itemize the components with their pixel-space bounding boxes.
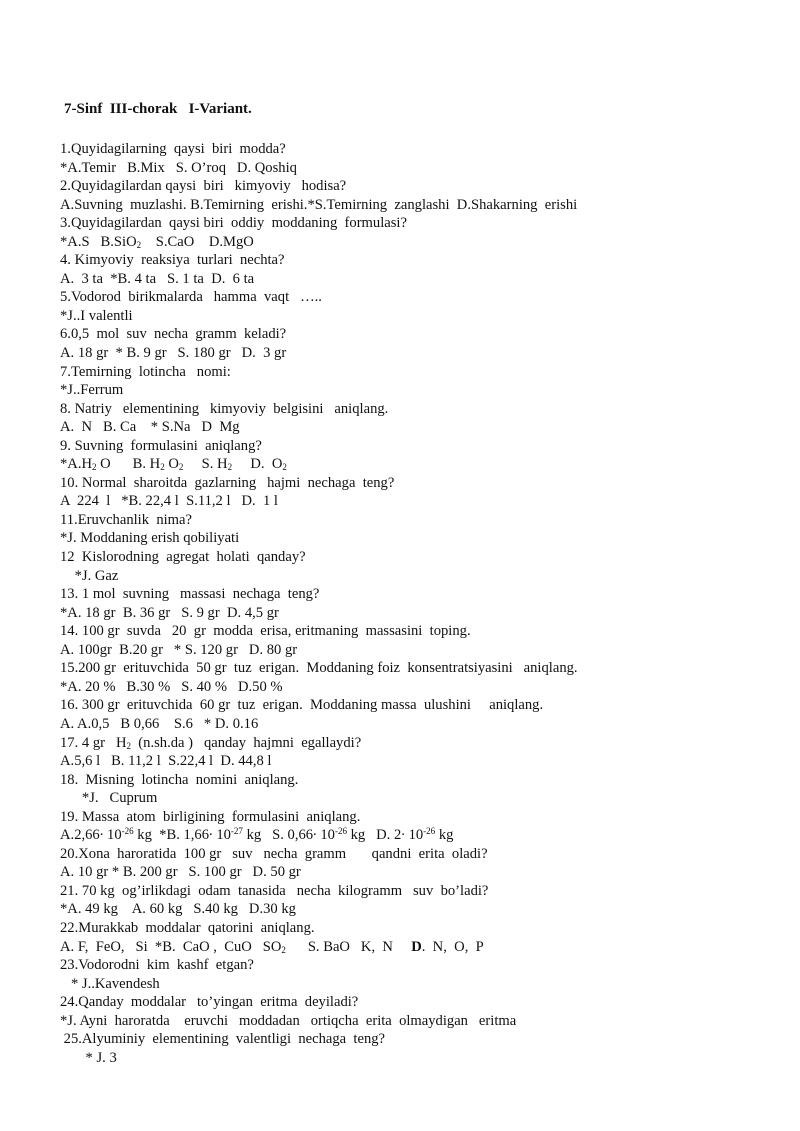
subscript: 2 <box>126 740 131 751</box>
text-line <box>60 270 780 289</box>
text-segment: 25.Alyuminiy elementining valentligi nechaga teng? <box>60 1031 386 1048</box>
text-line <box>60 604 780 623</box>
text-line <box>60 325 780 344</box>
text-segment: *A. 49 kg A. 60 kg S.40 kg D.30 kg <box>60 901 296 918</box>
text-line <box>60 177 780 196</box>
text-line <box>60 956 780 975</box>
text-segment: A. F, FeO, Si *B. CaO , CuO SO <box>60 938 282 955</box>
text-segment: S.CaO D.MgO <box>141 233 254 250</box>
text-segment: kg S. 0,66∙ 10 <box>242 827 335 844</box>
text-segment: *A.H <box>60 456 93 473</box>
superscript: -26 <box>121 826 134 837</box>
text-line <box>60 567 780 586</box>
text-segment: *A. 20 % B.30 % S. 40 % D.50 % <box>60 678 283 695</box>
text-line <box>60 548 780 567</box>
text-segment: 24.Qanday moddalar to’yingan eritma deyiladi? <box>60 994 359 1011</box>
text-segment: *A.S B.SiO <box>60 233 137 250</box>
subscript: 2 <box>160 462 165 473</box>
text-segment: *J..I valentli <box>60 307 133 324</box>
text-line <box>60 363 780 382</box>
text-line <box>60 400 780 419</box>
text-line <box>60 511 780 530</box>
text-line <box>60 418 780 437</box>
text-segment: 2.Quyidagilardan qaysi biri kimyoviy hodisa? <box>60 178 347 195</box>
text-line <box>60 381 780 400</box>
text-line <box>60 159 780 178</box>
text-segment: 1.Quyidagilarning qaysi biri modda? <box>60 141 286 157</box>
text-segment: 16. 300 gr erituvchida 60 gr tuz erigan. Moddaning massa ulushini aniqlang. <box>60 697 544 714</box>
subscript: 2 <box>92 462 97 473</box>
subscript: 2 <box>282 462 287 473</box>
text-line <box>60 919 780 938</box>
text-segment: (n.sh.da ) qanday hajmni egallaydi? <box>130 734 362 751</box>
text-segment: A.Suvning muzlashi. B.Temirning erishi.*S.Temirning zanglashi D.Shakarning erishi <box>60 196 578 213</box>
text-segment: kg *B. 1,66∙ 10 <box>133 827 231 844</box>
text-line <box>60 1012 780 1031</box>
text-segment: 3.Quyidagilardan qaysi biri oddiy moddaning formulasi? <box>60 215 407 232</box>
superscript: -26 <box>423 826 436 837</box>
text-line <box>60 808 780 827</box>
text-segment: 17. 4 gr H <box>60 734 127 751</box>
text-line <box>60 233 780 252</box>
text-line <box>60 529 780 548</box>
text-line <box>60 734 780 753</box>
text-line <box>60 214 780 233</box>
text-segment: *J..Ferrum <box>60 382 124 399</box>
text-line <box>60 251 780 270</box>
text-segment: 14. 100 gr suvda 20 gr modda erisa, eritmaning massasini toping. <box>60 623 471 640</box>
text-segment: 8. Natriy elementining kimyoviy belgisini aniqlang. <box>60 400 389 417</box>
text-segment: *J. Cuprum <box>60 790 158 807</box>
text-segment: 21. 70 kg og’irlikdagi odam tanasida necha kilogramm suv bo’ladi? <box>60 882 489 899</box>
text-segment: 7.Temirning lotincha nomi: <box>60 363 231 380</box>
text-line <box>60 1030 780 1049</box>
text-segment: A. N B. Ca * S.Na D Mg <box>60 419 240 436</box>
text-segment: * J..Kavendesh <box>60 975 160 992</box>
text-line <box>60 826 780 845</box>
text-segment: A. A.0,5 B 0,66 S.6 * D. 0.16 <box>60 715 259 732</box>
text-line <box>60 196 780 215</box>
text-line <box>60 845 780 864</box>
text-segment: S. H <box>183 456 228 473</box>
text-segment: A. 18 gr * B. 9 gr S. 180 gr D. 3 gr <box>60 345 287 362</box>
text-segment: 22.Murakkab moddalar qatorini aniqlang. <box>60 919 315 936</box>
text-segment: 23.Vodorodni kim kashf etgan? <box>60 957 254 974</box>
text-segment: kg D. 2∙ 10 <box>346 827 424 844</box>
text-line <box>60 993 780 1012</box>
text-line <box>60 641 780 660</box>
text-line <box>60 678 780 697</box>
subscript: 2 <box>136 239 142 250</box>
text-line <box>60 771 780 790</box>
text-segment: *J. Moddaning erish qobiliyati <box>60 530 240 547</box>
subscript: 2 <box>178 462 184 473</box>
text-line <box>60 696 780 715</box>
text-line <box>60 437 780 456</box>
text-segment: 12 Kislorodning agregat holati qanday? <box>60 549 306 566</box>
subscript: 2 <box>227 462 233 473</box>
text-segment: 9. Suvning formulasini aniqlang? <box>60 437 262 454</box>
text-line <box>60 659 780 678</box>
text-segment: *J. Gaz <box>60 567 119 584</box>
text-line <box>60 789 780 808</box>
text-line <box>60 752 780 771</box>
text-segment: A 224 l *B. 22,4 l S.11,2 l D. 1 l <box>60 493 278 510</box>
text-segment: D. O <box>232 456 283 473</box>
text-segment: 13. 1 mol suvning massasi nechaga teng? <box>60 586 320 603</box>
text-segment: A.5,6 l B. 11,2 l S.22,4 l D. 44,8 l <box>60 753 272 770</box>
text-segment: 6.0,5 mol suv necha gramm keladi? <box>60 326 287 343</box>
text-segment: *A.Temir B.Mix S. O’roq D. Qoshiq <box>60 159 297 176</box>
text-line <box>60 140 780 159</box>
text-line <box>60 307 780 326</box>
text-segment: 20.Xona haroratida 100 gr suv necha gramm qandni erita oladi? <box>60 845 488 862</box>
text-segment: . N, O, P <box>421 938 484 955</box>
text-segment: O B. H <box>96 456 161 473</box>
text-segment: 15.200 gr erituvchida 50 gr tuz erigan. Moddaning foiz konsentratsiyasini aniqlang. <box>60 660 578 677</box>
question-list <box>60 140 780 1067</box>
text-segment: O <box>164 456 179 473</box>
text-segment: 19. Massa atom birligining formulasini aniqlang. <box>60 808 361 825</box>
text-segment: A. 10 gr * B. 200 gr S. 100 gr D. 50 gr <box>60 864 301 881</box>
text-segment: kg <box>435 827 454 844</box>
text-line <box>60 715 780 734</box>
text-line <box>60 585 780 604</box>
text-line <box>60 938 780 957</box>
text-line <box>60 863 780 882</box>
text-segment: A. 100gr B.20 gr * S. 120 gr D. 80 gr <box>60 641 298 658</box>
text-segment: S. BaO K, N <box>285 938 412 955</box>
text-segment: *A. 18 gr B. 36 gr S. 9 gr D. 4,5 gr <box>60 604 279 621</box>
text-segment: 5.Vodorod birikmalarda hamma vaqt ….. <box>60 289 322 306</box>
text-line <box>60 474 780 493</box>
text-segment: *J. Ayni haroratda eruvchi moddadan ortiqcha erita olmaydigan eritma <box>60 1012 517 1029</box>
text-line <box>60 492 780 511</box>
page-title: 7-Sinf III-chorak I-Variant. <box>64 101 252 117</box>
text-line <box>60 975 780 994</box>
text-segment: 18. Misning lotincha nomini aniqlang. <box>60 771 299 788</box>
text-segment: A. 3 ta *B. 4 ta S. 1 ta D. 6 ta <box>60 270 255 287</box>
text-segment: D <box>411 938 422 955</box>
subscript: 2 <box>281 944 286 955</box>
text-segment: 10. Normal sharoitda gazlarning hajmi nechaga teng? <box>60 474 395 491</box>
text-line <box>60 900 780 919</box>
text-segment: * J. 3 <box>60 1049 117 1066</box>
text-line <box>60 344 780 363</box>
superscript: -27 <box>230 826 243 837</box>
text-segment: 11.Eruvchanlik nima? <box>60 511 192 528</box>
text-line <box>60 455 780 474</box>
text-line <box>60 288 780 307</box>
text-segment: 4. Kimyoviy reaksiya turlari nechta? <box>60 252 285 269</box>
text-line <box>60 882 780 901</box>
text-line <box>60 1049 780 1068</box>
superscript: -26 <box>334 826 347 837</box>
text-line <box>60 622 780 641</box>
text-segment: A.2,66∙ 10 <box>60 827 122 844</box>
